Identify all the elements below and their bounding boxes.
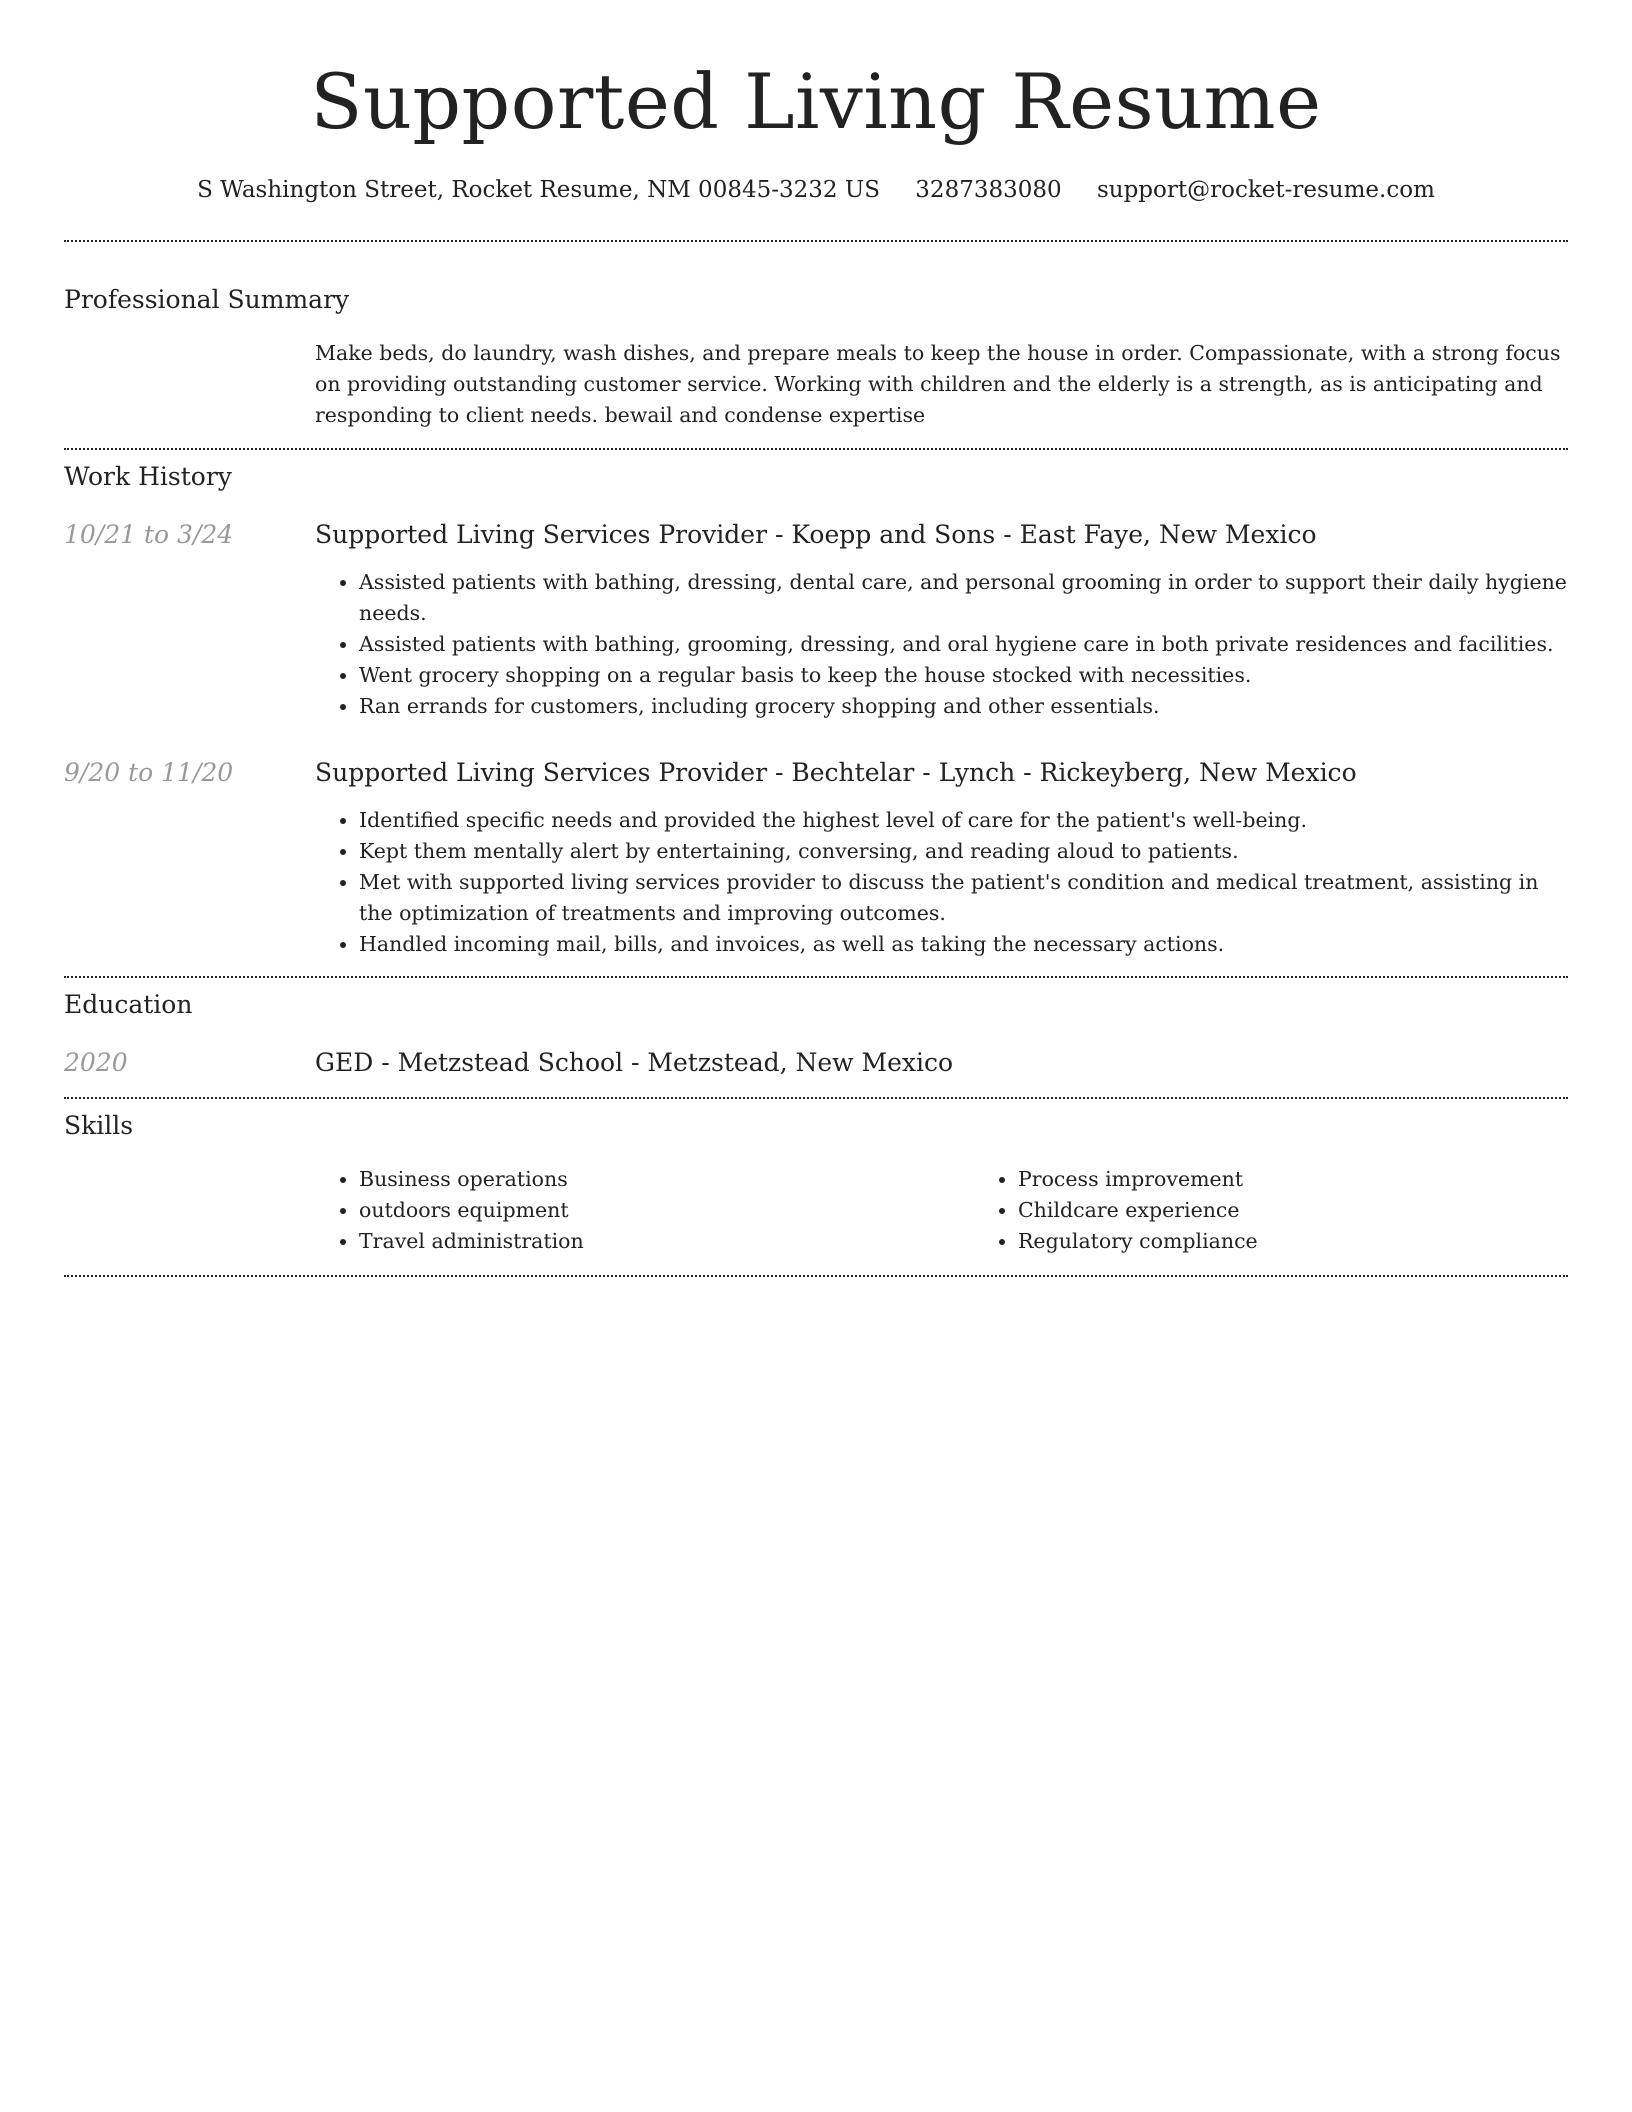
summary-heading: Professional Summary [64, 285, 350, 314]
job-title: Supported Living Services Provider - Koepp and Sons - East Faye, New Mexico [315, 520, 1317, 549]
list-item: • Assisted patients with bathing, grooming, dressing, and oral hygiene care in both private residences and facilities. [359, 629, 1568, 660]
work-heading: Work History [64, 462, 232, 491]
list-item: • Met with supported living services provider to discuss the patient's condition and medical treatment, assisting in the optimization of treatments and improving outcomes. [359, 867, 1568, 929]
skills-section [64, 1099, 1568, 1257]
summary-section [64, 242, 1568, 431]
work-section [64, 450, 1568, 960]
list-item: • Identified specific needs and provided the highest level of care for the patient's well-being. [359, 805, 1568, 836]
contact-line [64, 174, 1568, 206]
job-entry [64, 757, 1568, 960]
job-entry [64, 519, 1568, 722]
contact-email: support@rocket-resume.com [1096, 177, 1435, 203]
skills-heading: Skills [64, 1111, 134, 1140]
skills-list-left [315, 1164, 974, 1257]
summary-text: Make beds, do laundry, wash dishes, and prepare meals to keep the house in order. Compassionate, with a strong focus on providing outstanding customer service. Working with children and the elderly is a strength, as is anticipating and responding to client needs. bewail and condense expertise [315, 341, 1561, 427]
resume-page [64, 0, 1568, 1277]
contact-address: S Washington Street, Rocket Resume, NM 00845-3232 US [197, 177, 880, 203]
list-item: • Ran errands for customers, including grocery shopping and other essentials. [359, 691, 1568, 722]
education-section [64, 978, 1568, 1079]
list-item: • Kept them mentally alert by entertaining, conversing, and reading aloud to patients. [359, 836, 1568, 867]
job-bullets [315, 567, 1568, 722]
skill-item: • Business operations [359, 1164, 974, 1195]
skill-item: • Regulatory compliance [1018, 1226, 1632, 1257]
contact-phone: 3287383080 [915, 177, 1062, 203]
list-item: • Handled incoming mail, bills, and invoices, as well as taking the necessary actions. [359, 929, 1568, 960]
divider [64, 1275, 1568, 1277]
list-item: • Went grocery shopping on a regular basis to keep the house stocked with necessities. [359, 660, 1568, 691]
education-year: 2020 [64, 1048, 128, 1077]
skill-item: • Childcare experience [1018, 1195, 1632, 1226]
skill-item: • Travel administration [359, 1226, 974, 1257]
job-dates: 10/21 to 3/24 [64, 520, 234, 549]
education-title: GED - Metzstead School - Metzstead, New Mexico [315, 1048, 954, 1077]
skill-item: • outdoors equipment [359, 1195, 974, 1226]
job-dates: 9/20 to 11/20 [64, 758, 234, 787]
resume-title: Supported Living Resume [310, 57, 1322, 146]
job-title: Supported Living Services Provider - Bechtelar - Lynch - Rickeyberg, New Mexico [315, 758, 1357, 787]
education-entry [64, 1047, 1568, 1079]
job-bullets [315, 805, 1568, 960]
skills-list-right [974, 1164, 1632, 1257]
education-heading: Education [64, 990, 193, 1019]
skill-item: • Process improvement [1018, 1164, 1632, 1195]
list-item: • Assisted patients with bathing, dressing, dental care, and personal grooming in order to support their daily hygiene needs. [359, 567, 1568, 629]
